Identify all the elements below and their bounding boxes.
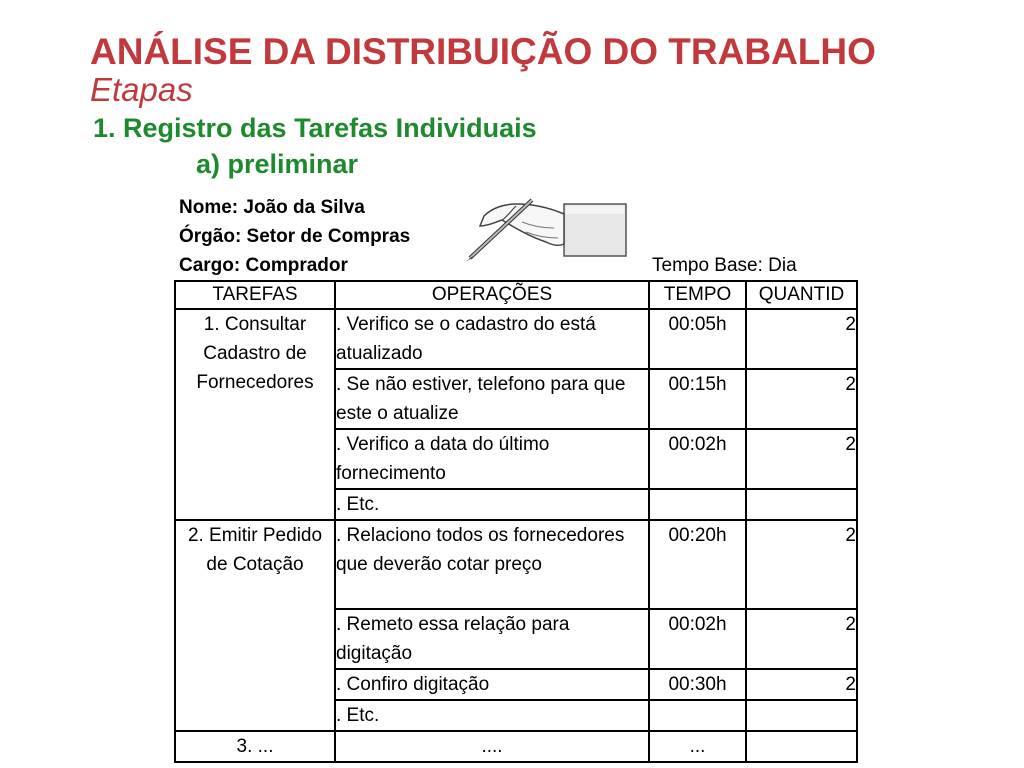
time-cell: 00:30h <box>649 669 746 700</box>
quantity-cell: 2 <box>746 429 857 489</box>
hand-writing-pen-icon <box>462 192 630 262</box>
form-nome: Nome: João da Silva <box>179 197 365 218</box>
quantity-cell: 2 <box>746 309 857 369</box>
time-cell: 00:20h <box>649 520 746 609</box>
operation-cell: . Verifico se o cadastro do está atualizado <box>335 309 649 369</box>
time-cell <box>649 489 746 520</box>
time-cell: 00:02h <box>649 429 746 489</box>
quantity-cell: 2 <box>746 609 857 669</box>
table-row <box>175 520 857 609</box>
operation-cell: . Confiro digitação <box>335 669 649 700</box>
operation-cell: . Se não estiver, telefono para que este o atualize <box>335 369 649 429</box>
header-operacoes: OPERAÇÕES <box>335 281 649 309</box>
form-tempo-base: Tempo Base: Dia <box>652 255 797 276</box>
operation-cell: . Verifico a data do último fornecimento <box>335 429 649 489</box>
operation-cell: . Relaciono todos os fornecedores que deverão cotar preço <box>335 520 649 609</box>
step-heading: 1. Registro das Tarefas Individuais <box>93 113 537 143</box>
slide-subtitle: Etapas <box>90 71 193 108</box>
quantity-cell: 2 <box>746 669 857 700</box>
task-cell: 3. ... <box>175 731 335 762</box>
quantity-cell <box>746 489 857 520</box>
task-register-table <box>174 280 858 763</box>
task-cell: 1. Consultar Cadastro de Fornecedores <box>175 309 335 520</box>
header-quantid: QUANTID <box>746 281 857 309</box>
operation-cell: . Remeto essa relação para digitação <box>335 609 649 669</box>
time-cell: 00:02h <box>649 609 746 669</box>
header-tarefas: TAREFAS <box>175 281 335 309</box>
task-cell: 2. Emitir Pedido de Cotação <box>175 520 335 731</box>
table-row <box>175 309 857 369</box>
time-cell: 00:05h <box>649 309 746 369</box>
header-tempo: TEMPO <box>649 281 746 309</box>
operation-cell: . Etc. <box>335 489 649 520</box>
substep-heading: a) preliminar <box>196 149 359 179</box>
form-orgao: Órgão: Setor de Compras <box>179 226 411 247</box>
time-cell: 00:15h <box>649 369 746 429</box>
quantity-cell <box>746 731 857 762</box>
table-row <box>175 731 857 762</box>
quantity-cell: 2 <box>746 520 857 609</box>
slide-title: ANÁLISE DA DISTRIBUIÇÃO DO TRABALHO <box>90 31 876 72</box>
table-header-row <box>175 281 857 309</box>
quantity-cell: 2 <box>746 369 857 429</box>
quantity-cell <box>746 700 857 731</box>
operation-cell: .... <box>335 731 649 762</box>
form-cargo: Cargo: Comprador <box>179 255 348 276</box>
time-cell: ... <box>649 731 746 762</box>
operation-cell: . Etc. <box>335 700 649 731</box>
time-cell <box>649 700 746 731</box>
